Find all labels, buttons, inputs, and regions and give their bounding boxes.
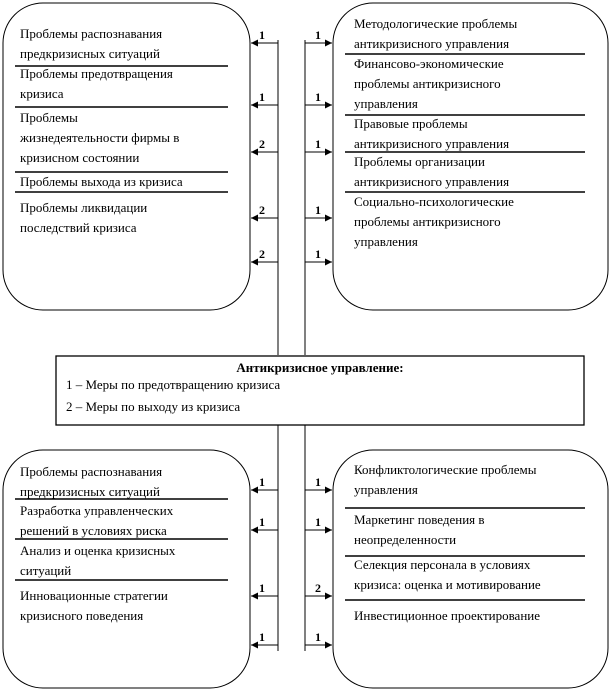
top-left-arrow-label-4: 2 bbox=[259, 203, 265, 217]
bottom-left-item-3-line-1: Анализ и оценка кризисных bbox=[20, 543, 176, 558]
top-left-item-5-line-1: Проблемы ликвидации bbox=[20, 200, 148, 215]
center-line-1: 1 – Меры по предотвращению кризиса bbox=[66, 377, 281, 392]
bottom-left-arrow-label-3: 1 bbox=[259, 581, 265, 595]
top-left-arrow-label-3: 2 bbox=[259, 137, 265, 151]
top-right-arrow-label-2: 1 bbox=[315, 90, 321, 104]
top-left-item-3-line-1: Проблемы bbox=[20, 110, 78, 125]
top-left-item-3-line-2: жизнедеятельности фирмы в bbox=[20, 130, 180, 145]
top-right-arrow-label-4: 1 bbox=[315, 203, 321, 217]
bottom-right-item-3-line-1: Селекция персонала в условиях bbox=[354, 557, 531, 572]
top-right-item-3-line-1: Правовые проблемы bbox=[354, 116, 468, 131]
bottom-left-arrow-label-4: 1 bbox=[259, 630, 265, 644]
bottom-left-item-1-line-2: предкризисных ситуаций bbox=[20, 484, 160, 499]
top-left-item-4-line-1: Проблемы выхода из кризиса bbox=[20, 174, 183, 189]
top-left-item-3-line-3: кризисном состоянии bbox=[20, 150, 140, 165]
top-right-arrow-label-1: 1 bbox=[315, 28, 321, 42]
top-right-item-2-line-2: проблемы антикризисного bbox=[354, 76, 501, 91]
bottom-right-item-4-line-1: Инвестиционное проектирование bbox=[354, 608, 541, 623]
bottom-left-item-2-line-2: решений в условиях риска bbox=[20, 523, 167, 538]
bottom-left-item-4-line-2: кризисного поведения bbox=[20, 608, 144, 623]
top-right-arrow-label-3: 1 bbox=[315, 137, 321, 151]
bottom-right-item-2-line-1: Маркетинг поведения в bbox=[354, 512, 485, 527]
bottom-left-item-4-line-1: Инновационные стратегии bbox=[20, 588, 168, 603]
top-left-arrow-label-2: 1 bbox=[259, 90, 265, 104]
top-right-item-5-line-2: проблемы антикризисного bbox=[354, 214, 501, 229]
bottom-right-item-2-line-2: неопределенности bbox=[354, 532, 457, 547]
bottom-right-arrow-label-3: 2 bbox=[315, 581, 321, 595]
top-right-item-3-line-2: антикризисного управления bbox=[354, 136, 510, 151]
bottom-left-item-3-line-2: ситуаций bbox=[20, 563, 72, 578]
bottom-left-arrow-label-1: 1 bbox=[259, 475, 265, 489]
top-right-item-2-line-1: Финансово-экономические bbox=[354, 56, 504, 71]
top-right-item-1-line-1: Методологические проблемы bbox=[354, 16, 518, 31]
top-right-item-1-line-2: антикризисного управления bbox=[354, 36, 510, 51]
top-right-arrow-label-5: 1 bbox=[315, 247, 321, 261]
top-left-arrow-label-1: 1 bbox=[259, 28, 265, 42]
top-right-item-4-line-1: Проблемы организации bbox=[354, 154, 485, 169]
bottom-right-item-1-line-2: управления bbox=[354, 482, 418, 497]
center-line-2: 2 – Меры по выходу из кризиса bbox=[66, 399, 241, 414]
top-left-arrow-label-5: 2 bbox=[259, 247, 265, 261]
top-right-item-4-line-2: антикризисного управления bbox=[354, 174, 510, 189]
top-left-item-2-line-2: кризиса bbox=[20, 86, 64, 101]
bottom-right-item-1-line-1: Конфликтологические проблемы bbox=[354, 462, 537, 477]
top-left-item-5-line-2: последствий кризиса bbox=[20, 220, 137, 235]
top-right-item-2-line-3: управления bbox=[354, 96, 418, 111]
top-right-item-5-line-1: Социально-психологические bbox=[354, 194, 514, 209]
bottom-right-item-3-line-2: кризиса: оценка и мотивирование bbox=[354, 577, 541, 592]
bottom-right-arrow-label-2: 1 bbox=[315, 515, 321, 529]
center-title: Антикризисное управление: bbox=[236, 360, 404, 375]
bottom-left-item-2-line-1: Разработка управленческих bbox=[20, 503, 174, 518]
top-left-item-1-line-1: Проблемы распознавания bbox=[20, 26, 163, 41]
top-left-item-1-line-2: предкризисных ситуаций bbox=[20, 46, 160, 61]
top-right-item-5-line-3: управления bbox=[354, 234, 418, 249]
bottom-left-item-1-line-1: Проблемы распознавания bbox=[20, 464, 163, 479]
top-left-item-2-line-1: Проблемы предотвращения bbox=[20, 66, 173, 81]
bottom-right-arrow-label-4: 1 bbox=[315, 630, 321, 644]
bottom-left-arrow-label-2: 1 bbox=[259, 515, 265, 529]
bottom-right-arrow-label-1: 1 bbox=[315, 475, 321, 489]
